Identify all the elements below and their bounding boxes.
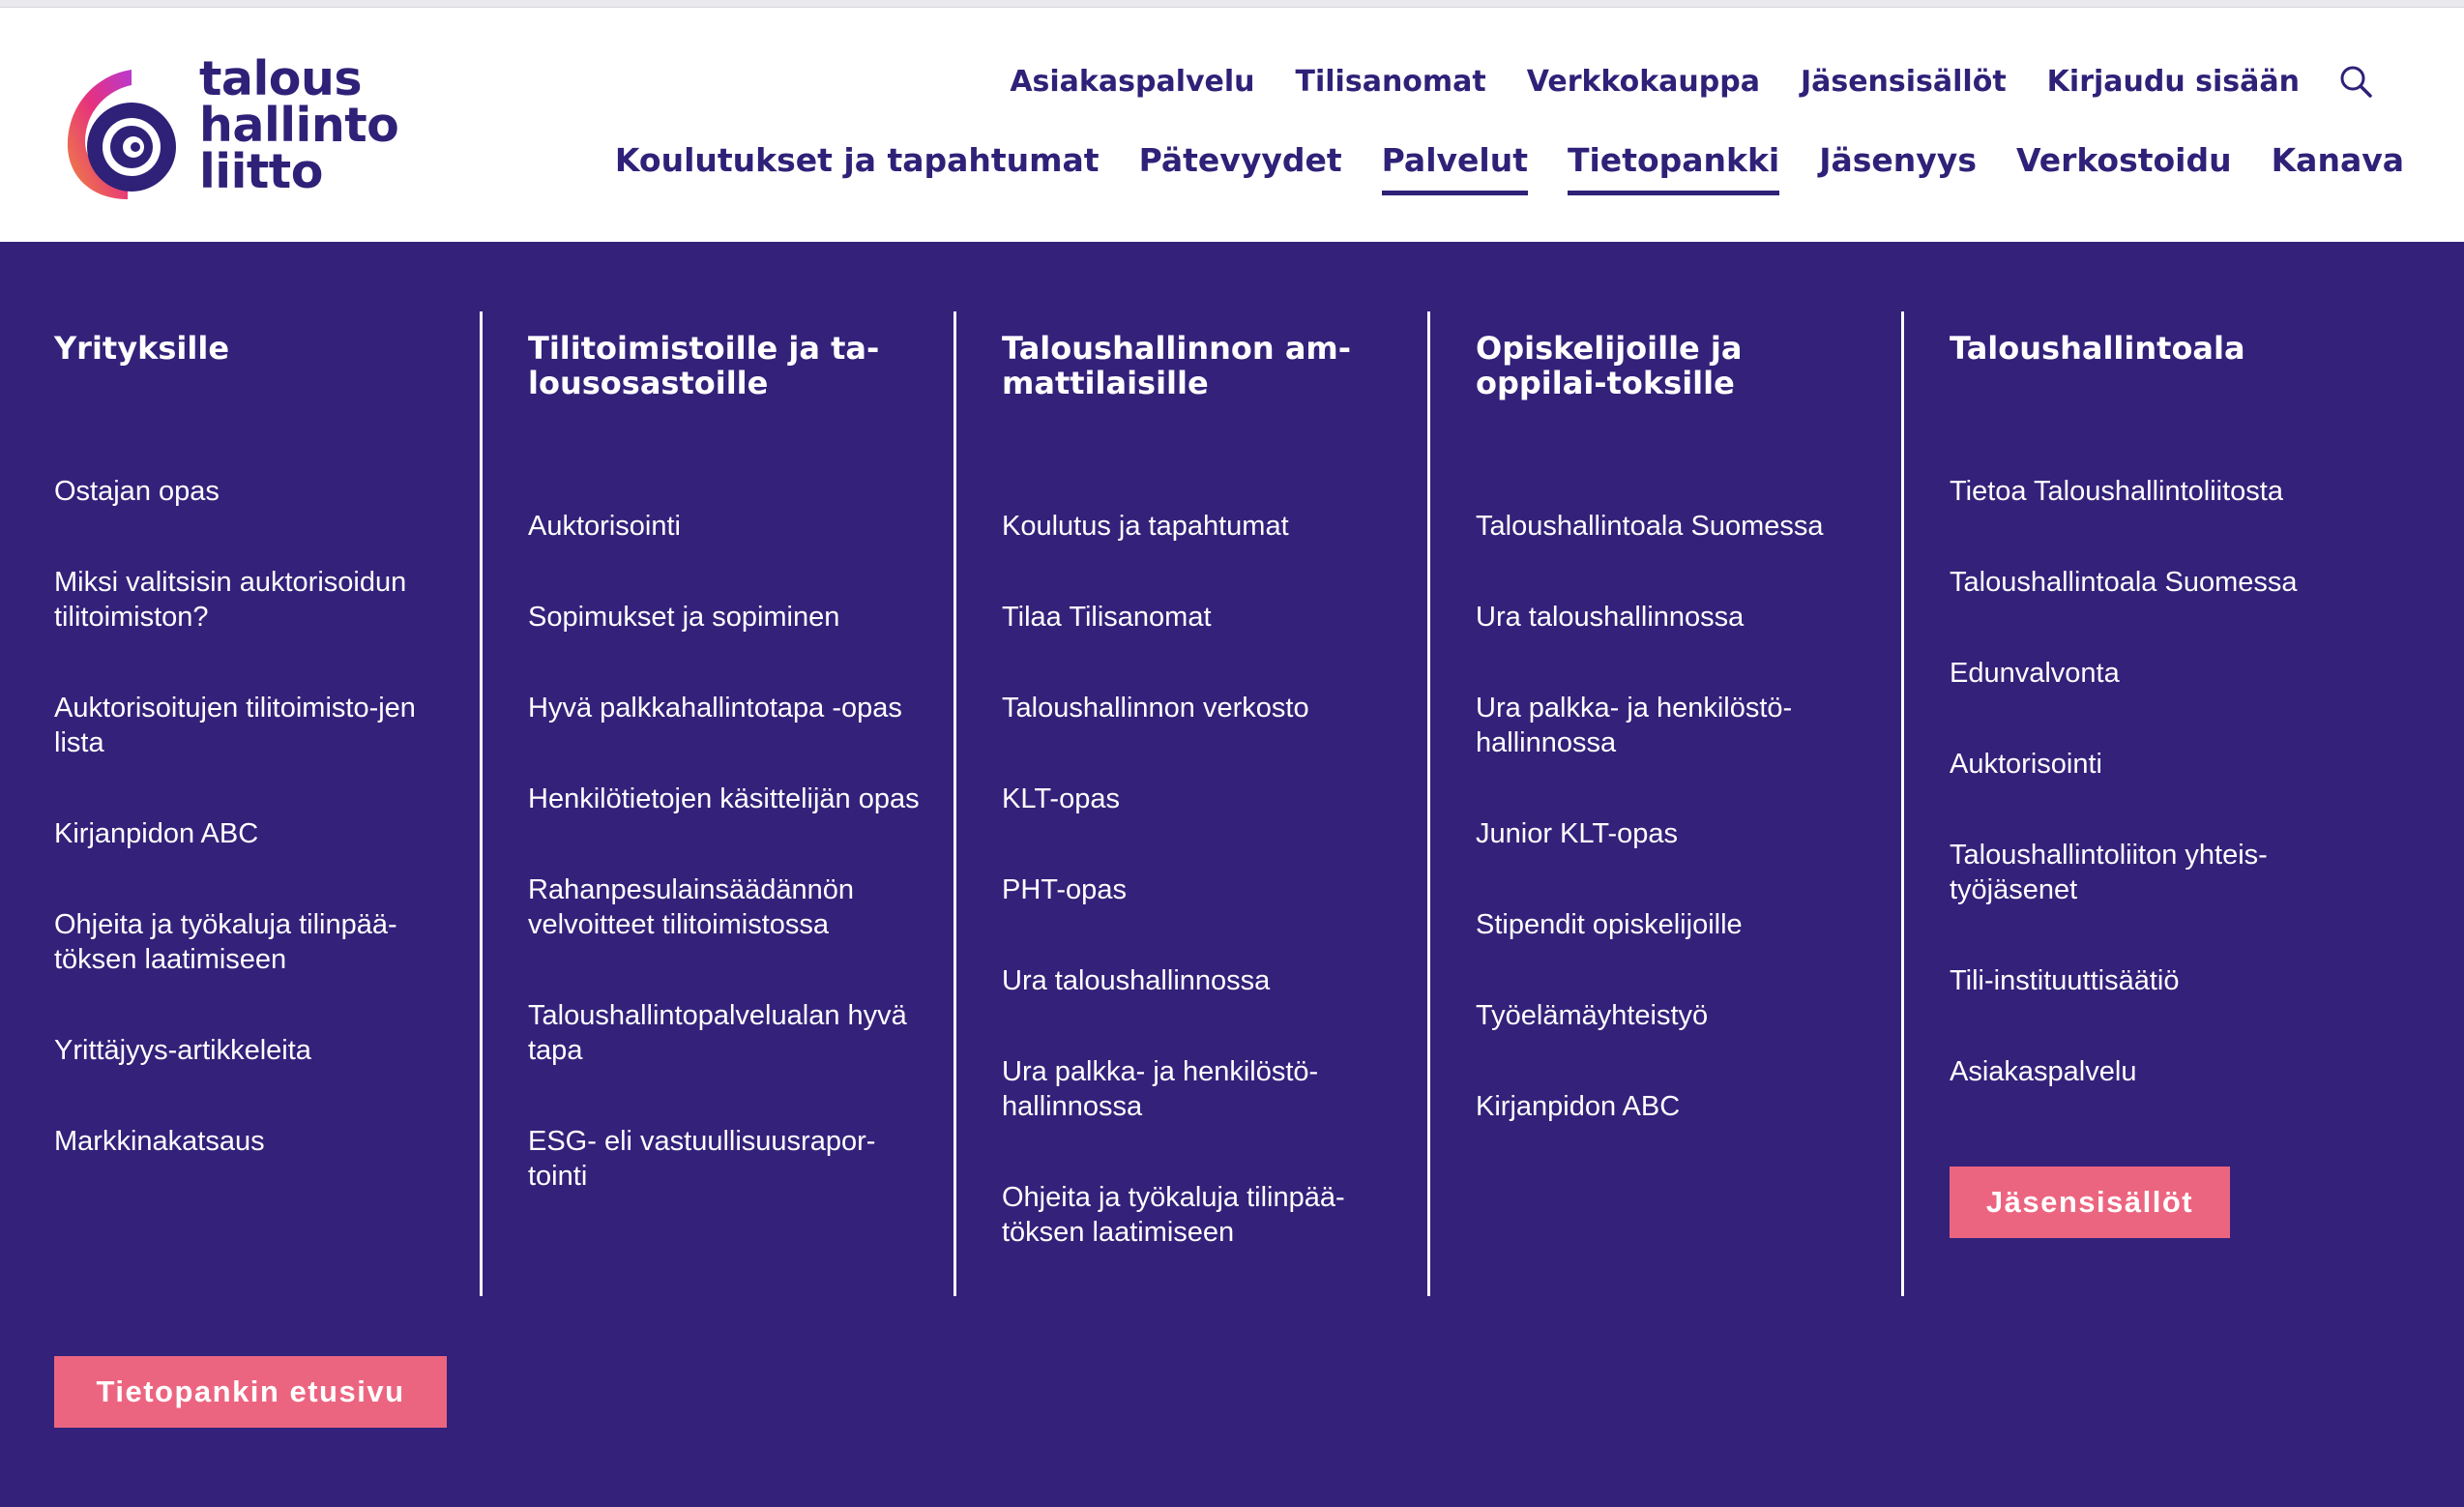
menu-link[interactable] <box>1002 600 1408 635</box>
menu-link-text[interactable]: Ura taloushallinnossa <box>1476 602 1745 633</box>
menu-link[interactable] <box>1476 600 1882 635</box>
menu-link-text[interactable]: Työelämäyhteistyö <box>1476 1000 1709 1031</box>
site-header <box>0 8 2464 242</box>
menu-link-text[interactable]: Sopimukset ja sopiminen <box>528 602 840 633</box>
column-links <box>1476 509 1882 1180</box>
menu-column-tilitoimistoille <box>480 311 953 1296</box>
menu-link-text[interactable]: Stipendit opiskelijoille <box>1476 909 1743 940</box>
menu-link[interactable] <box>1950 474 2356 509</box>
menu-link-text[interactable]: Miksi valitsisin auktorisoidun tilitoimiston? <box>54 567 407 633</box>
menu-link-text[interactable]: Ura palkka- ja henkilöstö-hallinnossa <box>1476 693 1793 758</box>
menu-link[interactable] <box>528 1124 934 1194</box>
menu-link[interactable] <box>54 1033 460 1068</box>
column-links <box>54 474 460 1215</box>
menu-link-text[interactable]: Taloushallintoala Suomessa <box>1950 567 2298 598</box>
menu-link[interactable] <box>1950 565 2356 600</box>
menu-link-text[interactable]: Koulutus ja tapahtumat <box>1002 511 1289 542</box>
menu-link-text[interactable]: Tietoa Taloushallintoliitosta <box>1950 476 2283 507</box>
menu-link-text[interactable]: Ohjeita ja työkaluja tilinpää-töksen laatimiseen <box>1002 1182 1345 1248</box>
site-logo[interactable] <box>64 51 399 201</box>
util-link-jasensisallot[interactable]: Jäsensisällöt <box>1800 64 2007 99</box>
menu-column-ammattilaisille <box>953 311 1427 1296</box>
menu-link[interactable] <box>1476 1089 1882 1124</box>
menu-link-text[interactable]: KLT-opas <box>1002 783 1120 814</box>
logo-line-3: liitto <box>199 144 323 199</box>
menu-link[interactable] <box>1950 656 2356 691</box>
menu-link-text[interactable]: Tili-instituuttisäätiö <box>1950 965 2180 996</box>
menu-link[interactable] <box>1476 816 1882 851</box>
menu-link-text[interactable]: Taloushallintoliiton yhteis-työjäsenet <box>1950 840 2268 905</box>
column-links <box>528 509 934 1250</box>
menu-link[interactable] <box>54 474 460 509</box>
menu-link[interactable] <box>1476 509 1882 544</box>
menu-link[interactable] <box>1476 907 1882 942</box>
menu-link-text[interactable]: Hyvä palkkahallintotapa -opas <box>528 693 902 724</box>
menu-link-text[interactable]: Asiakaspalvelu <box>1950 1056 2137 1087</box>
menu-link-text[interactable]: ESG- eli vastuullisuusrapor-tointi <box>528 1126 876 1192</box>
knowledge-bank-home-button[interactable]: Tietopankin etusivu <box>54 1356 447 1428</box>
menu-link-text[interactable]: Henkilötietojen käsittelijän opas <box>528 783 920 814</box>
menu-link[interactable] <box>1950 963 2356 998</box>
menu-link[interactable] <box>54 1124 460 1159</box>
menu-link-text[interactable]: PHT-opas <box>1002 874 1127 905</box>
menu-link[interactable] <box>54 907 460 977</box>
menu-link-text[interactable]: Yrittäjyys-artikkeleita <box>54 1035 311 1066</box>
nav-kanava[interactable]: Kanava <box>2271 141 2404 179</box>
menu-link[interactable] <box>54 691 460 760</box>
column-title: Tilitoimistoille ja ta-lousosastoille <box>528 330 880 401</box>
menu-link[interactable] <box>54 565 460 635</box>
menu-link-text[interactable]: Edunvalvonta <box>1950 658 2120 689</box>
menu-link-text[interactable]: Kirjanpidon ABC <box>1476 1091 1681 1122</box>
search-icon[interactable] <box>2338 64 2373 99</box>
menu-link[interactable] <box>528 600 934 635</box>
menu-link-text[interactable]: Ohjeita ja työkaluja tilinpää-töksen laatimiseen <box>54 909 397 975</box>
menu-link[interactable] <box>1002 872 1408 907</box>
menu-link-text[interactable]: Ura taloushallinnossa <box>1002 965 1271 996</box>
browser-top-strip <box>0 0 2464 8</box>
menu-link[interactable] <box>54 816 460 851</box>
nav-jasenyys[interactable]: Jäsenyys <box>1819 141 1977 179</box>
menu-link[interactable] <box>528 872 934 942</box>
nav-koulutukset[interactable]: Koulutukset ja tapahtumat <box>614 141 1100 179</box>
column-title: Yrityksille <box>54 330 230 367</box>
menu-link[interactable] <box>1002 691 1408 725</box>
menu-column-opiskelijoille <box>1427 311 1901 1296</box>
menu-link[interactable] <box>1950 838 2356 907</box>
column-title: Opiskelijoille ja oppilai-toksille <box>1476 330 1743 401</box>
menu-link-text[interactable]: Ostajan opas <box>54 476 220 507</box>
menu-link[interactable] <box>528 782 934 816</box>
column-title: Taloushallinnon am-mattilaisille <box>1002 330 1352 401</box>
menu-link-text[interactable]: Auktorisointi <box>1950 749 2102 780</box>
member-content-button[interactable]: Jäsensisällöt <box>1950 1167 2230 1238</box>
menu-column-yrityksille <box>54 311 480 1296</box>
menu-link-text[interactable]: Rahanpesulainsäädännön velvoitteet tilitoimistossa <box>528 874 855 940</box>
logo-line-2: hallinto <box>199 98 399 153</box>
menu-link[interactable] <box>1476 998 1882 1033</box>
menu-link[interactable] <box>528 509 934 544</box>
menu-link[interactable] <box>1002 509 1408 544</box>
column-links <box>1002 509 1408 1306</box>
mega-menu-panel <box>0 242 2464 1507</box>
util-link-tilisanomat[interactable]: Tilisanomat <box>1295 64 1486 99</box>
menu-column-taloushallintoala <box>1901 311 2404 1296</box>
logo-wordmark <box>199 51 399 199</box>
nav-tietopankki[interactable]: Tietopankki <box>1568 141 1779 195</box>
menu-link-text[interactable]: Auktorisoitujen tilitoimisto-jen lista <box>54 693 416 758</box>
menu-link[interactable] <box>528 998 934 1068</box>
nav-palvelut[interactable]: Palvelut <box>1382 141 1528 195</box>
menu-link-text[interactable]: Kirjanpidon ABC <box>54 818 259 849</box>
logo-line-1: talous <box>199 51 362 106</box>
nav-verkostoidu[interactable]: Verkostoidu <box>2015 141 2232 179</box>
column-links <box>1950 474 2356 1145</box>
menu-link[interactable] <box>528 691 934 725</box>
logo-spiral-icon <box>64 66 190 201</box>
column-title: Taloushallintoala <box>1950 330 2245 367</box>
menu-link-text[interactable]: Taloushallinnon verkosto <box>1002 693 1309 724</box>
main-nav <box>575 141 2404 195</box>
util-link-verkkokauppa[interactable]: Verkkokauppa <box>1526 64 1760 99</box>
menu-link[interactable] <box>1950 747 2356 782</box>
util-link-asiakaspalvelu[interactable]: Asiakaspalvelu <box>1010 64 1255 99</box>
menu-link-text[interactable]: Markkinakatsaus <box>54 1126 265 1157</box>
menu-link-text[interactable]: Junior KLT-opas <box>1476 818 1679 849</box>
menu-link[interactable] <box>1002 1180 1408 1250</box>
menu-link-text[interactable]: Taloushallintoala Suomessa <box>1476 511 1824 542</box>
menu-link[interactable] <box>1002 1054 1408 1124</box>
menu-link-text[interactable]: Auktorisointi <box>528 511 681 542</box>
menu-link-text[interactable]: Ura palkka- ja henkilöstö-hallinnossa <box>1002 1056 1319 1122</box>
menu-link[interactable] <box>1476 691 1882 760</box>
menu-link-text[interactable]: Taloushallintopalvelualan hyvä tapa <box>528 1000 907 1066</box>
utility-nav <box>969 64 2373 99</box>
menu-link-text[interactable]: Tilaa Tilisanomat <box>1002 602 1212 633</box>
nav-patevyydet[interactable]: Pätevyydet <box>1138 141 1342 179</box>
menu-link[interactable] <box>1002 782 1408 816</box>
menu-link[interactable] <box>1002 963 1408 998</box>
util-link-login[interactable]: Kirjaudu sisään <box>2046 64 2300 99</box>
menu-link[interactable] <box>1950 1054 2356 1089</box>
